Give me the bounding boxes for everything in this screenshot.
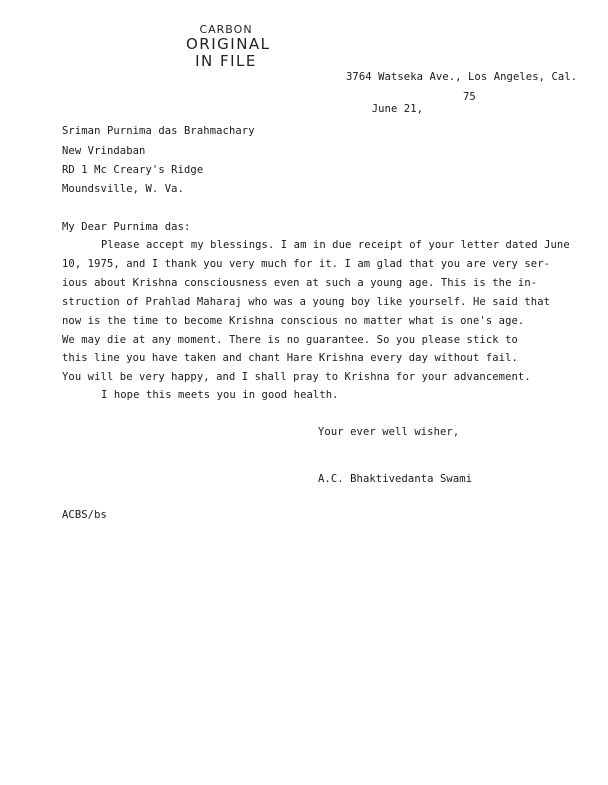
recipient-address-line-4: Moundsville, W. Va. bbox=[62, 183, 185, 195]
body-line: this line you have taken and chant Hare Krishna every day without fail. bbox=[62, 352, 518, 364]
signature-name: A.C. Bhaktivedanta Swami bbox=[318, 473, 473, 485]
salutation: My Dear Purnima das: bbox=[62, 221, 191, 233]
stamp-line-2: ORIGINAL bbox=[186, 35, 271, 53]
sender-address: 3764 Watseka Ave., Los Angeles, Cal. bbox=[346, 71, 578, 83]
recipient-address-line-3: RD 1 Mc Creary's Ridge bbox=[62, 164, 204, 176]
closing-hope: I hope this meets you in good health. bbox=[101, 389, 339, 401]
body-line: 10, 1975, and I thank you very much for it. I am glad that you are very ser- bbox=[62, 258, 551, 270]
body-line: now is the time to become Krishna conscious no matter what is one's age. bbox=[62, 315, 525, 327]
body-line: We may die at any moment. There is no guarantee. So you please stick to bbox=[62, 334, 518, 346]
body-line: You will be very happy, and I shall pray to Krishna for your advancement. bbox=[62, 371, 531, 383]
recipient-name: Sriman Purnima das Brahmachary bbox=[62, 125, 255, 137]
stamp-line-3: IN FILE bbox=[195, 52, 257, 70]
stamp-line-1: CARBON bbox=[199, 23, 253, 36]
body-line: struction of Prahlad Maharaj who was a young boy like yourself. He said that bbox=[62, 296, 551, 308]
letter-date-year: 75 bbox=[463, 91, 476, 103]
recipient-address-line-2: New Vrindaban bbox=[62, 145, 146, 157]
typist-initials: ACBS/bs bbox=[62, 509, 107, 521]
carbon-original-stamp bbox=[186, 23, 271, 70]
closing: Your ever well wisher, bbox=[318, 426, 460, 438]
letter-date bbox=[346, 91, 476, 139]
body-line: Please accept my blessings. I am in due receipt of your letter dated June bbox=[101, 239, 570, 251]
letter-date-month-day: June 21, bbox=[371, 103, 424, 115]
body-line: ious about Krishna consciousness even at such a young age. This is the in- bbox=[62, 277, 538, 289]
